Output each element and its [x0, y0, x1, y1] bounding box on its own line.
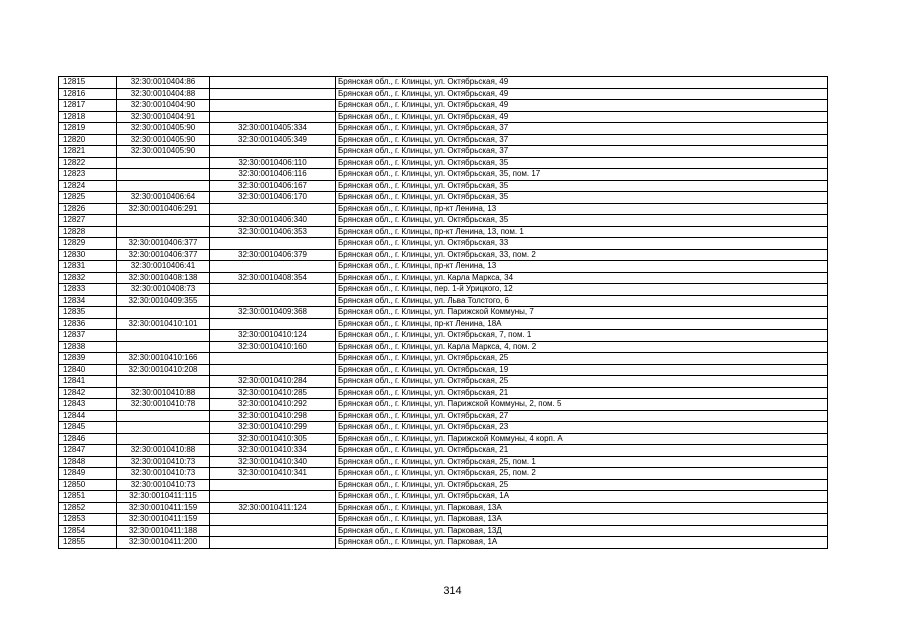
row-number-cell: 12818: [59, 111, 117, 123]
land-cadastral-number-cell: 32:30:0010410:88: [117, 387, 210, 399]
row-number-cell: 12838: [59, 341, 117, 353]
row-number-cell: 12827: [59, 215, 117, 227]
address-cell: Брянская обл., г. Клинцы, пр-кт Ленина, 13: [336, 203, 828, 215]
land-cadastral-number-cell: 32:30:0010410:78: [117, 399, 210, 411]
address-cell: Брянская обл., г. Клинцы, ул. Октябрьская, 49: [336, 77, 828, 89]
table-row: [59, 134, 828, 146]
land-cadastral-number-cell: [117, 330, 210, 342]
table-row: [59, 192, 828, 204]
building-cadastral-number-cell: 32:30:0010410:292: [210, 399, 336, 411]
row-number-cell: 12851: [59, 491, 117, 503]
building-cadastral-number-cell: 32:30:0010406:353: [210, 226, 336, 238]
building-cadastral-number-cell: [210, 146, 336, 158]
address-cell: Брянская обл., г. Клинцы, ул. Октябрьская, 37: [336, 123, 828, 135]
address-cell: Брянская обл., г. Клинцы, ул. Октябрьская, 25, пом. 2: [336, 468, 828, 480]
building-cadastral-number-cell: 32:30:0010405:334: [210, 123, 336, 135]
table-row: [59, 77, 828, 89]
land-cadastral-number-cell: 32:30:0010405:90: [117, 123, 210, 135]
table-row: [59, 353, 828, 365]
table-row: [59, 123, 828, 135]
building-cadastral-number-cell: 32:30:0010410:298: [210, 410, 336, 422]
table-row: [59, 479, 828, 491]
land-cadastral-number-cell: [117, 376, 210, 388]
building-cadastral-number-cell: 32:30:0010406:116: [210, 169, 336, 181]
land-cadastral-number-cell: [117, 215, 210, 227]
table-row: [59, 525, 828, 537]
address-cell: Брянская обл., г. Клинцы, ул. Парижской Коммуны, 7: [336, 307, 828, 319]
row-number-cell: 12853: [59, 514, 117, 526]
building-cadastral-number-cell: [210, 100, 336, 112]
address-cell: Брянская обл., г. Клинцы, ул. Парковая, 13Д: [336, 525, 828, 537]
building-cadastral-number-cell: [210, 491, 336, 503]
building-cadastral-number-cell: 32:30:0010410:160: [210, 341, 336, 353]
land-cadastral-number-cell: [117, 410, 210, 422]
table-row: [59, 295, 828, 307]
row-number-cell: 12847: [59, 445, 117, 457]
row-number-cell: 12846: [59, 433, 117, 445]
land-cadastral-number-cell: 32:30:0010409:355: [117, 295, 210, 307]
row-number-cell: 12852: [59, 502, 117, 514]
land-cadastral-number-cell: 32:30:0010410:101: [117, 318, 210, 330]
building-cadastral-number-cell: 32:30:0010410:305: [210, 433, 336, 445]
table-row: [59, 445, 828, 457]
table-row: [59, 261, 828, 273]
building-cadastral-number-cell: 32:30:0010411:124: [210, 502, 336, 514]
land-cadastral-number-cell: [117, 169, 210, 181]
land-cadastral-number-cell: 32:30:0010410:88: [117, 445, 210, 457]
building-cadastral-number-cell: 32:30:0010406:110: [210, 157, 336, 169]
land-cadastral-number-cell: 32:30:0010408:138: [117, 272, 210, 284]
row-number-cell: 12836: [59, 318, 117, 330]
address-cell: Брянская обл., г. Клинцы, ул. Октябрьская, 49: [336, 111, 828, 123]
building-cadastral-number-cell: [210, 284, 336, 296]
land-cadastral-number-cell: 32:30:0010406:291: [117, 203, 210, 215]
table-row: [59, 502, 828, 514]
address-cell: Брянская обл., г. Клинцы, пр-кт Ленина, 13, пом. 1: [336, 226, 828, 238]
building-cadastral-number-cell: [210, 77, 336, 89]
address-cell: Брянская обл., г. Клинцы, ул. Октябрьская, 33: [336, 238, 828, 250]
table-row: [59, 215, 828, 227]
address-cell: Брянская обл., г. Клинцы, ул. Карла Маркса, 4, пом. 2: [336, 341, 828, 353]
row-number-cell: 12842: [59, 387, 117, 399]
address-cell: Брянская обл., г. Клинцы, ул. Льва Толстого, 6: [336, 295, 828, 307]
building-cadastral-number-cell: [210, 88, 336, 100]
row-number-cell: 12817: [59, 100, 117, 112]
land-cadastral-number-cell: 32:30:0010411:200: [117, 537, 210, 549]
land-cadastral-number-cell: [117, 226, 210, 238]
address-cell: Брянская обл., г. Клинцы, ул. Парковая, 13А: [336, 502, 828, 514]
land-cadastral-number-cell: [117, 433, 210, 445]
address-cell: Брянская обл., г. Клинцы, ул. Октябрьская, 35: [336, 157, 828, 169]
row-number-cell: 12844: [59, 410, 117, 422]
row-number-cell: 12829: [59, 238, 117, 250]
table-row: [59, 514, 828, 526]
table-row: [59, 203, 828, 215]
land-cadastral-number-cell: 32:30:0010411:115: [117, 491, 210, 503]
row-number-cell: 12840: [59, 364, 117, 376]
row-number-cell: 12855: [59, 537, 117, 549]
address-cell: Брянская обл., г. Клинцы, ул. Октябрьская, 35: [336, 180, 828, 192]
land-cadastral-number-cell: 32:30:0010405:90: [117, 134, 210, 146]
address-cell: Брянская обл., г. Клинцы, ул. Октябрьская, 25: [336, 479, 828, 491]
table-row: [59, 307, 828, 319]
building-cadastral-number-cell: [210, 364, 336, 376]
address-cell: Брянская обл., г. Клинцы, ул. Октябрьская, 21: [336, 387, 828, 399]
address-cell: Брянская обл., г. Клинцы, ул. Октябрьская, 35, пом. 17: [336, 169, 828, 181]
building-cadastral-number-cell: [210, 525, 336, 537]
table-row: [59, 341, 828, 353]
row-number-cell: 12828: [59, 226, 117, 238]
table-row: [59, 100, 828, 112]
building-cadastral-number-cell: 32:30:0010410:341: [210, 468, 336, 480]
table-row: [59, 422, 828, 434]
address-cell: Брянская обл., г. Клинцы, пр-кт Ленина, 13: [336, 261, 828, 273]
address-cell: Брянская обл., г. Клинцы, ул. Октябрьская, 35: [336, 215, 828, 227]
table-row: [59, 249, 828, 261]
address-cell: Брянская обл., г. Клинцы, ул. Октябрьская, 25, пом. 1: [336, 456, 828, 468]
land-cadastral-number-cell: 32:30:0010405:90: [117, 146, 210, 158]
address-cell: Брянская обл., г. Клинцы, ул. Октябрьская, 1А: [336, 491, 828, 503]
row-number-cell: 12831: [59, 261, 117, 273]
address-cell: Брянская обл., г. Клинцы, ул. Парковая, 13А: [336, 514, 828, 526]
address-cell: Брянская обл., г. Клинцы, ул. Октябрьская, 27: [336, 410, 828, 422]
table-row: [59, 284, 828, 296]
building-cadastral-number-cell: 32:30:0010410:340: [210, 456, 336, 468]
land-cadastral-number-cell: 32:30:0010404:90: [117, 100, 210, 112]
table-row: [59, 88, 828, 100]
table-row: [59, 456, 828, 468]
land-cadastral-number-cell: 32:30:0010411:188: [117, 525, 210, 537]
row-number-cell: 12833: [59, 284, 117, 296]
row-number-cell: 12854: [59, 525, 117, 537]
table-row: [59, 410, 828, 422]
building-cadastral-number-cell: [210, 238, 336, 250]
table-row: [59, 364, 828, 376]
building-cadastral-number-cell: [210, 111, 336, 123]
land-cadastral-number-cell: 32:30:0010406:377: [117, 249, 210, 261]
row-number-cell: 12848: [59, 456, 117, 468]
row-number-cell: 12837: [59, 330, 117, 342]
address-cell: Брянская обл., г. Клинцы, ул. Парковая, 1А: [336, 537, 828, 549]
address-cell: Брянская обл., г. Клинцы, ул. Карла Маркса, 34: [336, 272, 828, 284]
land-cadastral-number-cell: 32:30:0010406:377: [117, 238, 210, 250]
table-row: [59, 399, 828, 411]
land-cadastral-number-cell: 32:30:0010410:208: [117, 364, 210, 376]
table-row: [59, 318, 828, 330]
table-row: [59, 491, 828, 503]
page-number: 314: [443, 585, 462, 597]
building-cadastral-number-cell: [210, 353, 336, 365]
table-row: [59, 146, 828, 158]
row-number-cell: 12839: [59, 353, 117, 365]
registry-table: [58, 76, 828, 549]
building-cadastral-number-cell: 32:30:0010408:354: [210, 272, 336, 284]
row-number-cell: 12820: [59, 134, 117, 146]
row-number-cell: 12819: [59, 123, 117, 135]
table-row: [59, 180, 828, 192]
address-cell: Брянская обл., г. Клинцы, ул. Октябрьская, 25: [336, 376, 828, 388]
land-cadastral-number-cell: 32:30:0010406:41: [117, 261, 210, 273]
address-cell: Брянская обл., г. Клинцы, пер. 1-й Урицкого, 12: [336, 284, 828, 296]
land-cadastral-number-cell: [117, 180, 210, 192]
building-cadastral-number-cell: [210, 514, 336, 526]
address-cell: Брянская обл., г. Клинцы, ул. Парижской Коммуны, 4 корп. А: [336, 433, 828, 445]
address-cell: Брянская обл., г. Клинцы, ул. Октябрьская, 19: [336, 364, 828, 376]
building-cadastral-number-cell: 32:30:0010409:368: [210, 307, 336, 319]
land-cadastral-number-cell: 32:30:0010404:88: [117, 88, 210, 100]
land-cadastral-number-cell: [117, 422, 210, 434]
building-cadastral-number-cell: [210, 479, 336, 491]
table-row: [59, 157, 828, 169]
row-number-cell: 12821: [59, 146, 117, 158]
table-row: [59, 468, 828, 480]
building-cadastral-number-cell: 32:30:0010405:349: [210, 134, 336, 146]
building-cadastral-number-cell: [210, 261, 336, 273]
land-cadastral-number-cell: 32:30:0010408:73: [117, 284, 210, 296]
address-cell: Брянская обл., г. Клинцы, ул. Октябрьская, 37: [336, 146, 828, 158]
row-number-cell: 12815: [59, 77, 117, 89]
row-number-cell: 12849: [59, 468, 117, 480]
row-number-cell: 12830: [59, 249, 117, 261]
row-number-cell: 12822: [59, 157, 117, 169]
row-number-cell: 12823: [59, 169, 117, 181]
land-cadastral-number-cell: 32:30:0010404:91: [117, 111, 210, 123]
row-number-cell: 12825: [59, 192, 117, 204]
table-row: [59, 238, 828, 250]
land-cadastral-number-cell: 32:30:0010410:73: [117, 468, 210, 480]
land-cadastral-number-cell: [117, 157, 210, 169]
building-cadastral-number-cell: 32:30:0010410:284: [210, 376, 336, 388]
land-cadastral-number-cell: [117, 341, 210, 353]
table-row: [59, 387, 828, 399]
row-number-cell: 12826: [59, 203, 117, 215]
address-cell: Брянская обл., г. Клинцы, ул. Октябрьская, 49: [336, 100, 828, 112]
row-number-cell: 12832: [59, 272, 117, 284]
address-cell: Брянская обл., г. Клинцы, ул. Парижской Коммуны, 2, пом. 5: [336, 399, 828, 411]
building-cadastral-number-cell: 32:30:0010406:167: [210, 180, 336, 192]
land-cadastral-number-cell: 32:30:0010404:86: [117, 77, 210, 89]
building-cadastral-number-cell: 32:30:0010406:379: [210, 249, 336, 261]
building-cadastral-number-cell: 32:30:0010410:299: [210, 422, 336, 434]
building-cadastral-number-cell: [210, 295, 336, 307]
row-number-cell: 12850: [59, 479, 117, 491]
table-row: [59, 226, 828, 238]
address-cell: Брянская обл., г. Клинцы, ул. Октябрьская, 21: [336, 445, 828, 457]
land-cadastral-number-cell: 32:30:0010410:73: [117, 479, 210, 491]
land-cadastral-number-cell: 32:30:0010410:73: [117, 456, 210, 468]
address-cell: Брянская обл., г. Клинцы, пр-кт Ленина, 18А: [336, 318, 828, 330]
land-cadastral-number-cell: [117, 307, 210, 319]
building-cadastral-number-cell: 32:30:0010410:124: [210, 330, 336, 342]
land-cadastral-number-cell: 32:30:0010410:166: [117, 353, 210, 365]
table-row: [59, 537, 828, 549]
row-number-cell: 12843: [59, 399, 117, 411]
row-number-cell: 12816: [59, 88, 117, 100]
row-number-cell: 12841: [59, 376, 117, 388]
table-row: [59, 330, 828, 342]
land-cadastral-number-cell: 32:30:0010406:64: [117, 192, 210, 204]
building-cadastral-number-cell: 32:30:0010406:170: [210, 192, 336, 204]
address-cell: Брянская обл., г. Клинцы, ул. Октябрьская, 49: [336, 88, 828, 100]
building-cadastral-number-cell: 32:30:0010410:285: [210, 387, 336, 399]
building-cadastral-number-cell: [210, 318, 336, 330]
address-cell: Брянская обл., г. Клинцы, ул. Октябрьская, 23: [336, 422, 828, 434]
table-row: [59, 376, 828, 388]
land-cadastral-number-cell: 32:30:0010411:159: [117, 502, 210, 514]
land-cadastral-number-cell: 32:30:0010411:159: [117, 514, 210, 526]
row-number-cell: 12824: [59, 180, 117, 192]
table-row: [59, 111, 828, 123]
row-number-cell: 12845: [59, 422, 117, 434]
table-row: [59, 272, 828, 284]
building-cadastral-number-cell: [210, 537, 336, 549]
row-number-cell: 12835: [59, 307, 117, 319]
address-cell: Брянская обл., г. Клинцы, ул. Октябрьская, 37: [336, 134, 828, 146]
table-row: [59, 433, 828, 445]
table-row: [59, 169, 828, 181]
address-cell: Брянская обл., г. Клинцы, ул. Октябрьская, 33, пом. 2: [336, 249, 828, 261]
address-cell: Брянская обл., г. Клинцы, ул. Октябрьская, 35: [336, 192, 828, 204]
registry-table-body: [59, 77, 828, 549]
building-cadastral-number-cell: 32:30:0010410:334: [210, 445, 336, 457]
building-cadastral-number-cell: [210, 203, 336, 215]
building-cadastral-number-cell: 32:30:0010406:340: [210, 215, 336, 227]
address-cell: Брянская обл., г. Клинцы, ул. Октябрьская, 7, пом. 1: [336, 330, 828, 342]
address-cell: Брянская обл., г. Клинцы, ул. Октябрьская, 25: [336, 353, 828, 365]
row-number-cell: 12834: [59, 295, 117, 307]
